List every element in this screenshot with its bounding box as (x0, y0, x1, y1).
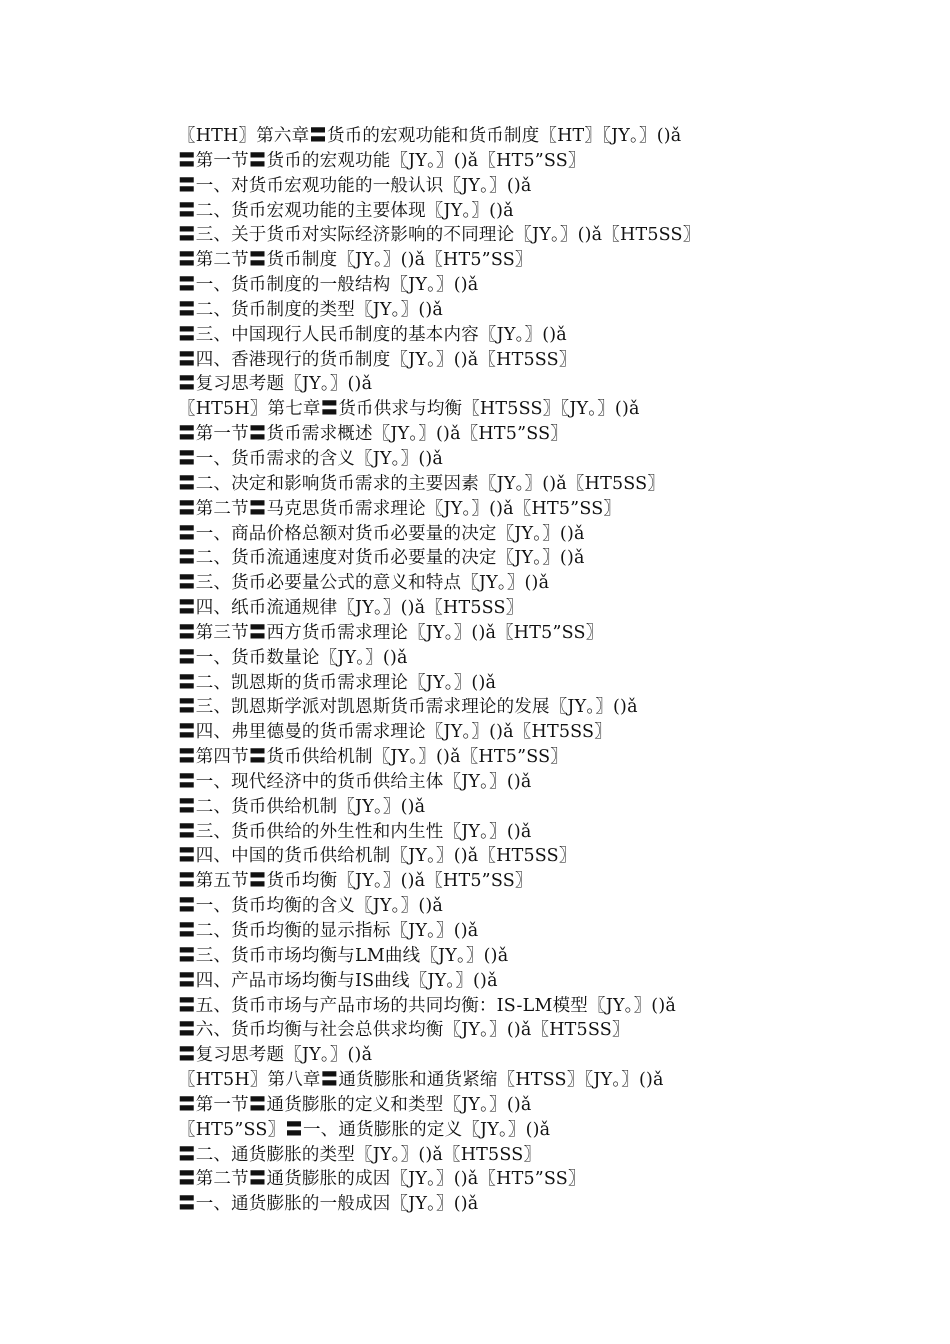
toc-line: 〓第二节〓货币制度〖JY。〗()ǎ〖HT5”SS〗 (178, 250, 533, 271)
toc-line: 〖HTH〗第六章〓货币的宏观功能和货币制度〖HT〗〖JY。〗()ǎ (178, 126, 682, 146)
toc-line: 〓一、对货币宏观功能的一般认识〖JY。〗()ǎ (178, 175, 532, 196)
toc-line: 〓一、货币需求的含义〖JY。〗()ǎ (178, 448, 444, 469)
toc-line: 〓三、货币市场均衡与LM曲线〖JY。〗()ǎ (178, 945, 509, 966)
toc-line: 〓三、货币必要量公式的意义和特点〖JY。〗()ǎ (178, 573, 550, 594)
toc-line: 〓一、通货膨胀的一般成因〖JY。〗()ǎ (178, 1194, 479, 1215)
toc-line: 〓第一节〓货币的宏观功能〖JY。〗()ǎ〖HT5”SS〗 (178, 150, 586, 171)
toc-line: 〓二、货币均衡的显示指标〖JY。〗()ǎ (178, 921, 479, 941)
toc-line: 〓第一节〓货币需求概述〖JY。〗()ǎ〖HT5”SS〗 (178, 424, 568, 445)
toc-line: 〓二、凯恩斯的货币需求理论〖JY。〗()ǎ (178, 672, 497, 693)
toc-line: 〓第四节〓货币供给机制〖JY。〗()ǎ〖HT5”SS〗 (178, 747, 568, 768)
toc-line: 〓一、货币数量论〖JY。〗()ǎ (178, 647, 408, 668)
toc-line: 〓四、弗里德曼的货币需求理论〖JY。〗()ǎ〖HT5SS〗 (178, 722, 612, 743)
toc-line: 〖HT5H〗第八章〓通货膨胀和通货紧缩〖HTSS〗〖JY。〗()ǎ (178, 1070, 664, 1091)
toc-line: 〓四、香港现行的货币制度〖JY。〗()ǎ〖HT5SS〗 (178, 349, 577, 370)
toc-line: 〓四、纸币流通规律〖JY。〗()ǎ〖HT5SS〗 (178, 598, 524, 619)
toc-line: 〓三、关于货币对实际经济影响的不同理论〖JY。〗()ǎ〖HT5SS〗 (178, 225, 701, 246)
toc-line: 〓二、决定和影响货币需求的主要因素〖JY。〗()ǎ〖HT5SS〗 (178, 473, 666, 494)
toc-line: 〓三、货币供给的外生性和内生性〖JY。〗()ǎ (178, 821, 532, 842)
toc-line: 〓二、货币流通速度对货币必要量的决定〖JY。〗()ǎ (178, 548, 585, 569)
toc-line: 〓四、产品市场均衡与IS曲线〖JY。〗()ǎ (178, 970, 498, 991)
table-of-contents (178, 124, 918, 1217)
toc-line: 〓四、中国的货币供给机制〖JY。〗()ǎ〖HT5SS〗 (178, 846, 577, 867)
toc-line: 〓六、货币均衡与社会总供求均衡〖JY。〗()ǎ〖HT5SS〗 (178, 1020, 630, 1041)
toc-line: 〓第二节〓通货膨胀的成因〖JY。〗()ǎ〖HT5”SS〗 (178, 1169, 586, 1190)
toc-line: 〓三、中国现行人民币制度的基本内容〖JY。〗()ǎ (178, 324, 567, 345)
toc-line: 〓三、凯恩斯学派对凯恩斯货币需求理论的发展〖JY。〗()ǎ (178, 697, 638, 718)
toc-line: 〓二、货币宏观功能的主要体现〖JY。〗()ǎ (178, 200, 514, 221)
toc-line: 〓第五节〓货币均衡〖JY。〗()ǎ〖HT5”SS〗 (178, 871, 533, 892)
toc-line: 〓一、货币制度的一般结构〖JY。〗()ǎ (178, 275, 479, 296)
toc-line: 〓一、现代经济中的货币供给主体〖JY。〗()ǎ (178, 771, 532, 792)
toc-line: 〓第二节〓马克思货币需求理论〖JY。〗()ǎ〖HT5”SS〗 (178, 498, 622, 519)
toc-line: 〓二、货币供给机制〖JY。〗()ǎ (178, 796, 426, 817)
toc-line: 〓二、货币制度的类型〖JY。〗()ǎ (178, 299, 444, 320)
toc-line: 〓复习思考题〖JY。〗()ǎ (178, 1045, 373, 1066)
toc-line: 〓一、货币均衡的含义〖JY。〗()ǎ (178, 896, 444, 917)
toc-line: 〓一、商品价格总额对货币必要量的决定〖JY。〗()ǎ (178, 523, 585, 544)
toc-line: 〓第一节〓通货膨胀的定义和类型〖JY。〗()ǎ (178, 1094, 532, 1115)
toc-line: 〖HT5H〗第七章〓货币供求与均衡〖HT5SS〗〖JY。〗()ǎ (178, 399, 640, 420)
toc-line: 〖HT5”SS〗〓一、通货膨胀的定义〖JY。〗()ǎ (178, 1119, 551, 1140)
toc-line: 〓复习思考题〖JY。〗()ǎ (178, 374, 373, 395)
toc-line: 〓第三节〓西方货币需求理论〖JY。〗()ǎ〖HT5”SS〗 (178, 622, 604, 643)
toc-line: 〓二、通货膨胀的类型〖JY。〗()ǎ〖HT5SS〗 (178, 1144, 542, 1165)
toc-line: 〓五、货币市场与产品市场的共同均衡：IS-LM模型〖JY。〗()ǎ (178, 995, 676, 1016)
